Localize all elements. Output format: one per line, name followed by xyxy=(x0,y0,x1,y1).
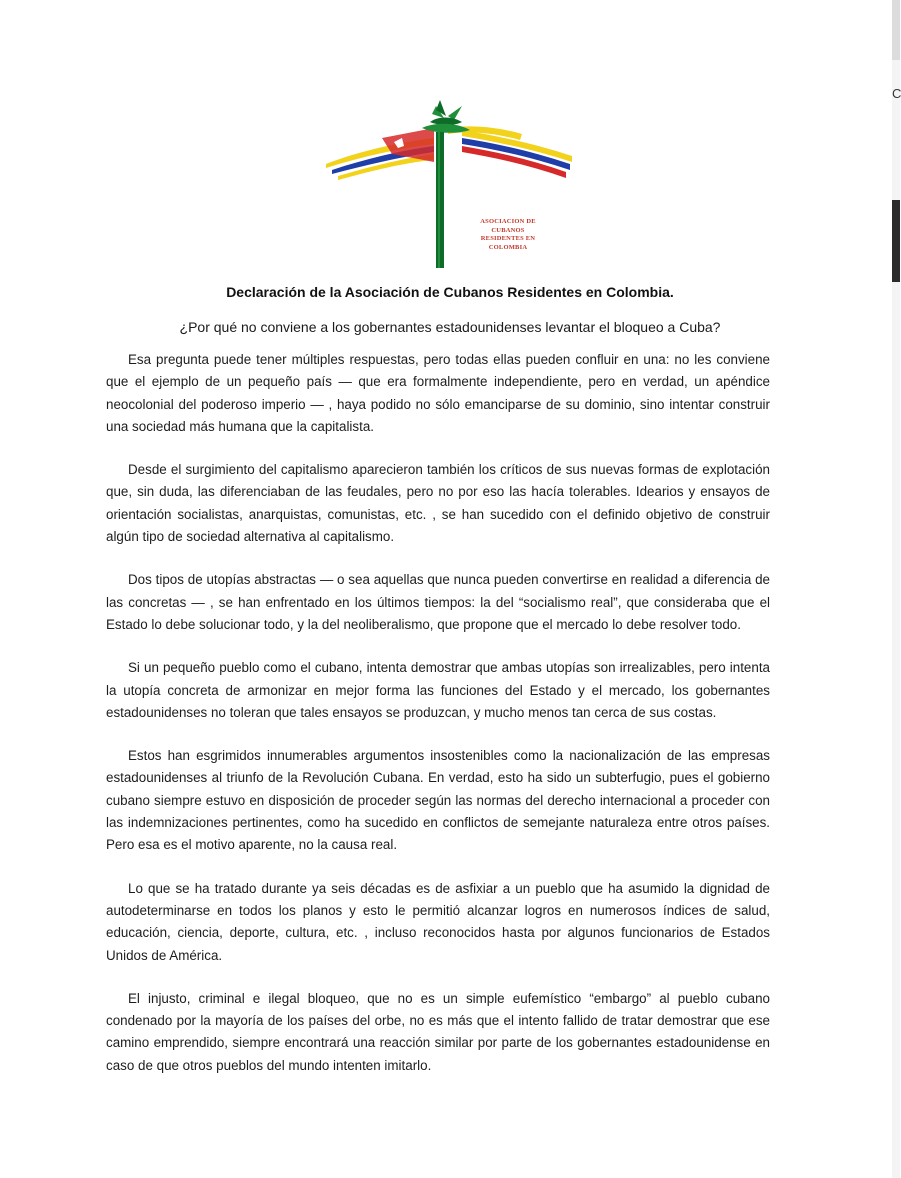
paragraph: Si un pequeño pueblo como el cubano, intenta demostrar que ambas utopías son irrealizables, pero intenta la utopía concreta de armonizar en mejor forma las funciones del Estado y el mercado, los gobernantes estadounidenses no toleran que tales ensayos se produzcan, y mucho menos tan cerca de sus costas. xyxy=(106,660,770,720)
logo-line: COLOMBIA xyxy=(488,243,528,251)
document-body xyxy=(106,349,770,1098)
side-strip-glyph: C xyxy=(892,86,901,101)
logo-line: RESIDENTES EN xyxy=(480,235,536,242)
side-strip-tab[interactable] xyxy=(892,0,900,60)
paragraph: Desde el surgimiento del capitalismo aparecieron también los críticos de sus nuevas formas de explotación que, sin duda, las diferenciaban de las feudales, pero no por eso las hacía tolerables. Idearios y ensayos de orientación socialistas, anarquistas, comunistas, etc. , se han sucedido con el definido objetivo de construir algún tipo de sociedad alternativa al capitalismo. xyxy=(106,462,770,545)
logo-line: ASOCIACION DE xyxy=(480,218,536,225)
paragraph: Dos tipos de utopías abstractas — o sea aquellas que nunca pueden convertirse en realidad a diferencia de las concretas — , se han enfrentado en los últimos tiempos: la del “socialismo real”, que consideraba que el Estado lo debe solucionar todo, y la del neoliberalismo, que propone que el mercado lo debe resolver todo. xyxy=(106,572,770,632)
logo-line: CUBANOS xyxy=(491,226,525,234)
scrollbar-thumb[interactable] xyxy=(892,200,900,282)
logo-caption xyxy=(468,218,548,252)
paragraph: Estos han esgrimidos innumerables argumentos insostenibles como la nacionalización de las empresas estadounidenses al triunfo de la Revolución Cubana. En verdad, esto ha sido un subterfugio, pues el gobierno cubano siempre estuvo en disposición de proceder según las normas del derecho internacional a proceder con las indemnizaciones pertinentes, como ha sucedido en conflictos de semejante naturaleza entre otros países. Pero esa es el motivo aparente, no la causa real. xyxy=(106,748,770,853)
paragraph: El injusto, criminal e ilegal bloqueo, que no es un simple eufemístico “embargo” al pueblo cubano condenado por la mayoría de los países del orbe, no es más que el intento fallido de tratar demostrar que ese camino emprendido, siempre encontrará una reacción similar por parte de los gobernantes estadounidense en caso de que otros pueblos del mundo intenten imitarlo. xyxy=(106,990,770,1073)
viewer-side-strip xyxy=(892,0,900,1178)
document-question: ¿Por qué no conviene a los gobernantes estadounidenses levantar el bloqueo a Cuba? xyxy=(179,319,721,335)
association-logo xyxy=(322,98,578,270)
paragraph: Lo que se ha tratado durante ya seis décadas es de asfixiar a un pueblo que ha asumido la dignidad de autodeterminarse en todos los planos y esto le permitió alcanzar logros en numerosos índices de salud, educación, ciencia, deporte, cultura, etc. , incluso reconocidos hasta por algunos funcionarios de Estados Unidos de América. xyxy=(106,880,770,963)
document-title: Declaración de la Asociación de Cubanos Residentes en Colombia. xyxy=(226,284,674,300)
paragraph: Esa pregunta puede tener múltiples respuestas, pero todas ellas pueden confluir en una: no les conviene que el ejemplo de un pequeño país — que era formalmente independiente, pero en verdad, un apéndice neocolonial del poderoso imperio — , haya podido no sólo emanciparse de su dominio, sino intentar construir una sociedad más humana que la capitalista. xyxy=(106,352,770,434)
